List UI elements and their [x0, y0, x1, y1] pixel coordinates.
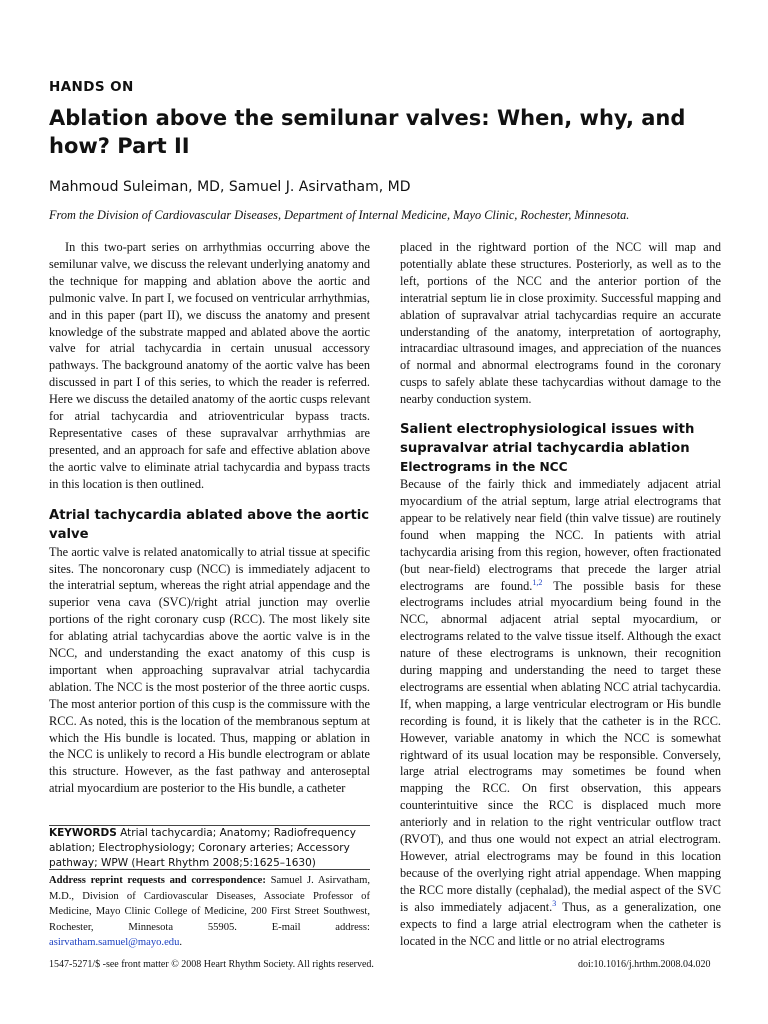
footer-doi: doi:10.1016/j.hrthm.2008.04.020 [578, 959, 711, 970]
section-paragraph: The aortic valve is related anatomically to atrial tissue at specific sites. The noncoronary cusp (NCC) is immediately adjacent to the interatrial septum, whereas the right atrial appendage and the superior vena cava (SVC)/right atrial junction may overlie portions of the right coronary cusp (RCC). The most likely site for ablating atrial tachycardias above the aortic valve is in the NCC, and understanding the exact anatomy of this cusp is important when approaching supravalvar atrial tachycardia ablation. The NCC is the most posterior of the three aortic cusps. The most anterior portion of this cusp is the commissure with the RCC. As noted, this is the location of the membranous septum at which the His bundle is located. Thus, mapping or ablation in the NCC is unlikely to record a His bundle electrogram or ablate this structure. However, as the fast pathway and anteroseptal atrial myocardium are posterior to the His bundle, a catheter [49, 544, 370, 796]
correspondence-block [49, 873, 370, 951]
correspondence-divider [49, 869, 370, 870]
section-heading-atrial-tachycardia: Atrial tachycardia ablated above the aortic valve [49, 507, 370, 542]
subsection-heading-electrograms-ncc: Electrograms in the NCC [400, 460, 568, 475]
keywords-text: Atrial tachycardia; Anatomy; Radiofrequency ablation; Electrophysiology; Coronary arteries; Accessory pathway; WPW (Heart Rhythm 2008;5:1625–1630) [49, 827, 356, 869]
section-label: HANDS ON [49, 79, 134, 95]
continuation-paragraph: placed in the rightward portion of the NCC will map and potentially ablate these structures. Posteriorly, as well as to the left, portions of the NCC and the anterior portion of the interatrial septum lie in close proximity. Successful mapping and ablation of supravalvar atrial tachycardias require an accurate understanding of the anatomy, interpretation of aortography, intracardiac ultrasound images, and appreciation of the nuances of normal and abnormal electrograms found in the coronary cusps to safely ablate these tachycardias without damage to the nearby conduction system. [400, 240, 721, 407]
article-title: Ablation above the semilunar valves: When, why, and how? Part II [49, 106, 686, 158]
correspondence-end: . [179, 937, 183, 948]
electrograms-paragraph [400, 476, 721, 949]
reference-link-1-2[interactable]: 1,2 [532, 577, 543, 587]
correspondence-label: Address reprint requests and correspondence: [49, 875, 266, 886]
section-heading-electrophysiological-issues: Salient electrophysiological issues with supravalvar atrial tachycardia ablation [400, 422, 695, 457]
keywords-label: KEYWORDS [49, 827, 117, 839]
intro-paragraph: In this two-part series on arrhythmias occurring above the semilunar valve, we discuss the relevant underlying anatomy and the technique for mapping and ablation above the aortic and pulmonic valve. In part I, we focused on ventricular arrhythmias, and in this paper (part II), we discuss the anatomy and present knowledge of the substrate mapped and ablated above the aortic valve for atrial tachycardia in certain unusual accessory pathways. The background anatomy of the aortic valve has been discussed in part I of this series, to which the reader is referred. Here we discuss the detailed anatomy of the aortic cusps relevant for atrial tachycardia and atrioventricular bypass tracts. Representative cases of these supravalvar arrhythmias are presented, and an approach for safe and effective ablation above the aortic valve to eliminate atrial tachycardia and bypass tracts in this location is then outlined. [49, 240, 370, 491]
correspondence-text: Samuel J. Asirvatham, M.D., Division of Cardiovascular Diseases, Associate Professor of Medicine, Mayo Clinic College of Medicine, 200 First Street Southwest, Rochester, Minnesota 55905. E-mail address: [49, 875, 370, 933]
electrograms-text-3: Thus, as a generalization, one expects to find a large atrial electrogram when the catheter is located in the NCC and little or no atrial electrograms [400, 899, 721, 948]
electrograms-text-2: The possible basis for these electrograms includes atrial myocardium being found in the NCC, abnormal adjacent atrial septal myocardium, or electrograms related to the valve tissue itself. Although the exact nature of these electrograms is unknown, their recognition during mapping and understanding the need to target these electrograms are essential when ablating NCC atrial tachycardia. If, when mapping, a large ventricular electrogram or His bundle recording is found, it is likely that the catheter is in the RCC. However, variable anatomy in which the NCC is somewhat rightward of its usual location may be responsible. Conversely, large atrial electrograms may sometimes be found when mapping the RCC. On first observation, this appears counterintuitive since the RCC is displaced much more anteriorly and in relation to the right ventricular outflow tract (RVOT), and thus one would not expect an atrial electrogram. However, atrial electrograms may be found in this location because of the overlying right atrial appendage. When mapping the RCC more distally (cephalad), the medial aspect of the SVC is also immediately adjacent. [400, 578, 721, 914]
author-list: Mahmoud Suleiman, MD, Samuel J. Asirvatham, MD [49, 179, 411, 195]
keywords-block [49, 826, 370, 871]
left-column [49, 239, 370, 797]
right-column [400, 239, 721, 949]
affiliation: From the Division of Cardiovascular Diseases, Department of Internal Medicine, Mayo Clinic, Rochester, Minnesota. [49, 208, 630, 222]
footer-copyright: 1547-5271/$ -see front matter © 2008 Heart Rhythm Society. All rights reserved. [49, 959, 374, 970]
electrograms-text-1: Because of the fairly thick and immediately adjacent atrial myocardium of the atrial septum, large atrial electrograms that appear to be relatively near field (thin valve tissue) are routinely found when mapping the NCC. In patients with atrial tachycardia arising from this region, however, often fractionated (but near-field) electrograms that precede the larger atrial electrograms are found. [400, 477, 721, 593]
reference-link-3[interactable]: 3 [552, 898, 557, 908]
email-link[interactable]: asirvatham.samuel@mayo.edu [49, 937, 180, 948]
